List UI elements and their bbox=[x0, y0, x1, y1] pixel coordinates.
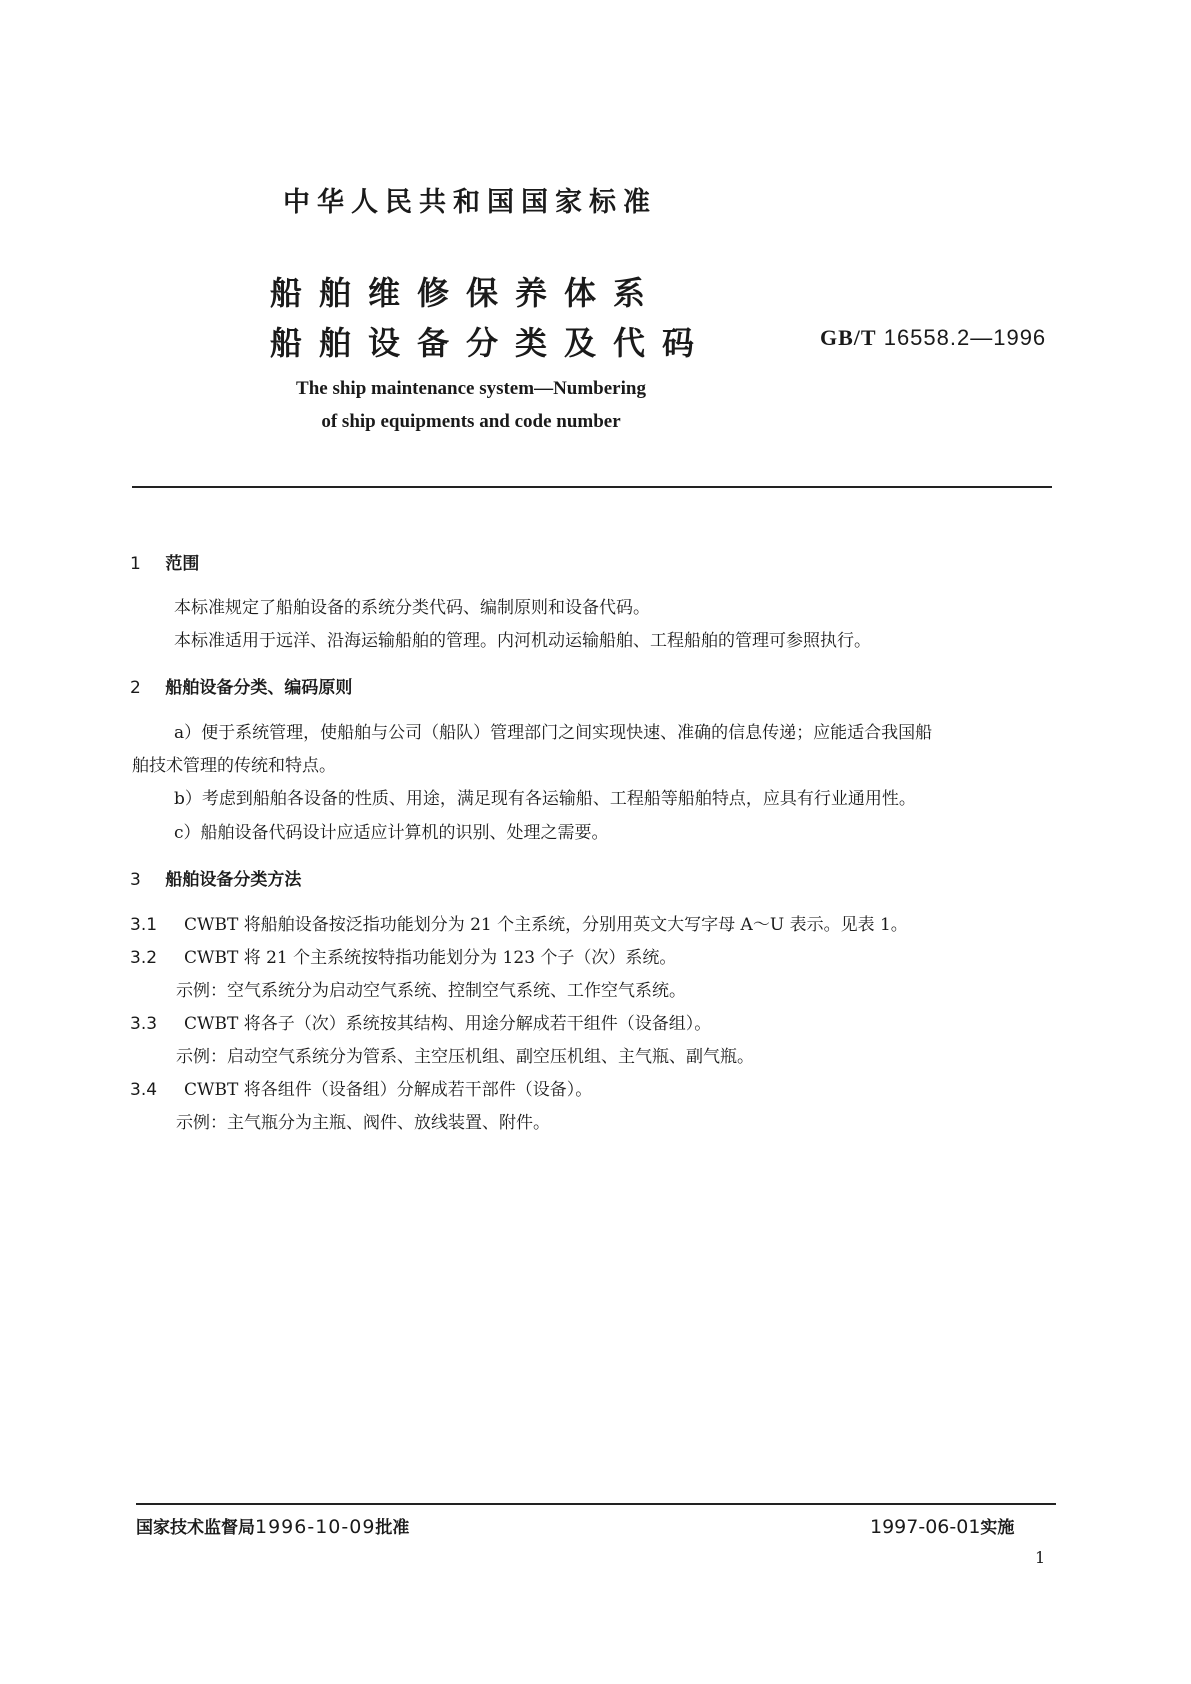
list-item-c: c）船舶设备代码设计应适应计算机的识别、处理之需要。 bbox=[174, 823, 609, 843]
list-item-a-continued: 舶技术管理的传统和特点。 bbox=[132, 756, 336, 776]
implementation-line bbox=[870, 1513, 1014, 1538]
clause-text: CWBT 将 21 个主系统按特指功能划分为 123 个子（次）系统。 bbox=[184, 948, 677, 968]
clause-example: 示例：空气系统分为启动空气系统、控制空气系统、工作空气系统。 bbox=[176, 981, 686, 1001]
page-number: 1 bbox=[1035, 1548, 1046, 1567]
approval-org: 国家技术监督局 bbox=[136, 1518, 255, 1538]
section-number: 1 bbox=[130, 554, 141, 574]
section-title: 范围 bbox=[165, 554, 200, 574]
standard-number bbox=[820, 325, 1046, 351]
clause-3-2 bbox=[130, 943, 676, 968]
english-title-line2: of ship equipments and code number bbox=[321, 411, 621, 432]
clause-3-1 bbox=[130, 910, 908, 935]
section-title: 船舶设备分类、编码原则 bbox=[165, 678, 353, 698]
standard-prefix: GB/T bbox=[820, 325, 877, 350]
clause-example: 示例：启动空气系统分为管系、主空压机组、副空压机组、主气瓶、副气瓶。 bbox=[176, 1047, 754, 1067]
document-title-line1: 船舶维修保养体系 bbox=[270, 274, 663, 312]
english-title-line1: The ship maintenance system—Numbering bbox=[296, 378, 646, 399]
clause-text: CWBT 将各组件（设备组）分解成若干部件（设备）。 bbox=[184, 1080, 593, 1100]
clause-number: 3.4 bbox=[130, 1080, 158, 1100]
section-title: 船舶设备分类方法 bbox=[165, 870, 302, 890]
clause-text: CWBT 将船舶设备按泛指功能划分为 21 个主系统，分别用英文大写字母 A～U 表示。见表 1。 bbox=[184, 915, 908, 935]
clause-number: 3.2 bbox=[130, 948, 158, 968]
clause-number: 3.1 bbox=[130, 915, 158, 935]
clause-number: 3.3 bbox=[130, 1014, 158, 1034]
approval-line bbox=[136, 1513, 409, 1538]
header-divider bbox=[132, 486, 1052, 488]
document-title-line2: 船舶设备分类及代码 bbox=[270, 324, 712, 362]
paragraph: 本标准适用于远洋、沿海运输船舶的管理。内河机动运输船舶、工程船舶的管理可参照执行。 bbox=[174, 631, 871, 651]
approval-date: 1996-10-09 bbox=[255, 1516, 376, 1538]
section-2-heading bbox=[130, 673, 352, 698]
list-item-a: a）便于系统管理，使船舶与公司（船队）管理部门之间实现快速、准确的信息传递；应能适合我国船 bbox=[174, 723, 933, 743]
national-standard-heading: 中华人民共和国国家标准 bbox=[283, 187, 657, 218]
standard-code: 16558.2—1996 bbox=[883, 325, 1047, 350]
clause-text: CWBT 将各子（次）系统按其结构、用途分解成若干组件（设备组）。 bbox=[184, 1014, 712, 1034]
clause-example: 示例：主气瓶分为主瓶、阀件、放线装置、附件。 bbox=[176, 1113, 550, 1133]
section-3-heading bbox=[130, 865, 301, 890]
clause-3-4 bbox=[130, 1075, 592, 1100]
footer-divider bbox=[136, 1503, 1056, 1505]
clause-3-3 bbox=[130, 1009, 711, 1034]
list-item-b: b）考虑到船舶各设备的性质、用途，满足现有各运输船、工程船等船舶特点，应具有行业通用性。 bbox=[174, 789, 916, 809]
section-number: 3 bbox=[130, 870, 141, 890]
section-1-heading bbox=[130, 549, 199, 574]
implementation-suffix: 实施 bbox=[980, 1518, 1015, 1538]
paragraph: 本标准规定了船舶设备的系统分类代码、编制原则和设备代码。 bbox=[174, 598, 650, 618]
approval-suffix: 批准 bbox=[375, 1518, 410, 1538]
section-number: 2 bbox=[130, 678, 141, 698]
implementation-date: 1997-06-01 bbox=[870, 1516, 981, 1538]
